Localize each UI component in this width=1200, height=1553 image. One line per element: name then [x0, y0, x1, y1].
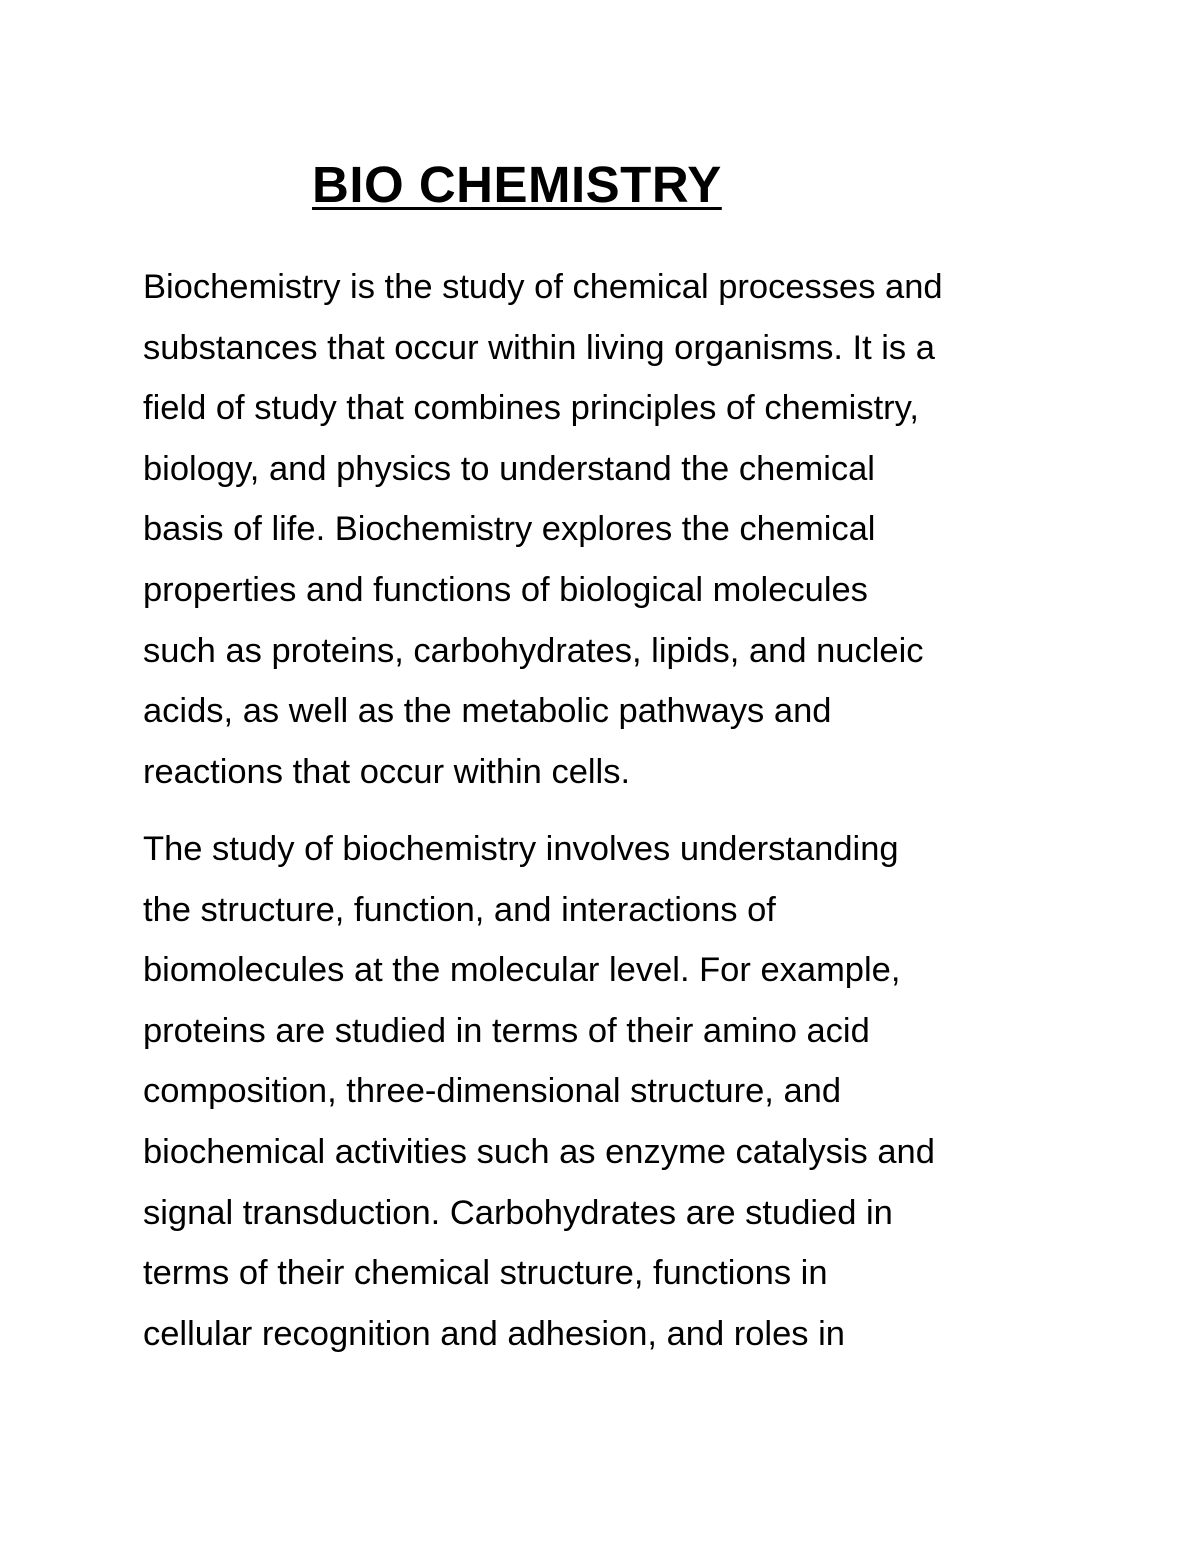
paragraph-1	[143, 257, 943, 802]
paragraph-line: such as proteins, carbohydrates, lipids, and nucleic	[143, 631, 924, 670]
paragraph-line: terms of their chemical structure, functions in	[143, 1254, 828, 1293]
paragraph-line: biochemical activities such as enzyme catalysis and	[143, 1132, 935, 1171]
paragraph-line: properties and functions of biological molecules	[143, 570, 868, 609]
paragraph-line: field of study that combines principles of chemistry,	[143, 389, 919, 428]
paragraph-line: The study of biochemistry involves understanding	[143, 830, 899, 868]
paragraph-line: substances that occur within living organisms. It is a	[143, 328, 935, 367]
paragraph-line: biomolecules at the molecular level. For example,	[143, 951, 901, 990]
paragraph-line: biology, and physics to understand the chemical	[143, 449, 875, 488]
paragraph-line: reactions that occur within cells.	[143, 752, 631, 791]
paragraph-line: basis of life. Biochemistry explores the chemical	[143, 510, 876, 549]
paragraph-line: Biochemistry is the study of chemical processes and	[143, 268, 943, 306]
paragraph-line: composition, three-dimensional structure, and	[143, 1072, 842, 1111]
page-title: BIO CHEMISTRY	[312, 156, 722, 213]
paragraph-line: the structure, function, and interactions of	[143, 890, 776, 929]
paragraph-line: acids, as well as the metabolic pathways and	[143, 692, 832, 731]
paragraph-line: proteins are studied in terms of their amino acid	[143, 1011, 870, 1050]
paragraph-2	[143, 819, 935, 1364]
paragraph-line: signal transduction. Carbohydrates are studied in	[143, 1193, 893, 1232]
paragraph-line: cellular recognition and adhesion, and roles in	[143, 1314, 845, 1353]
